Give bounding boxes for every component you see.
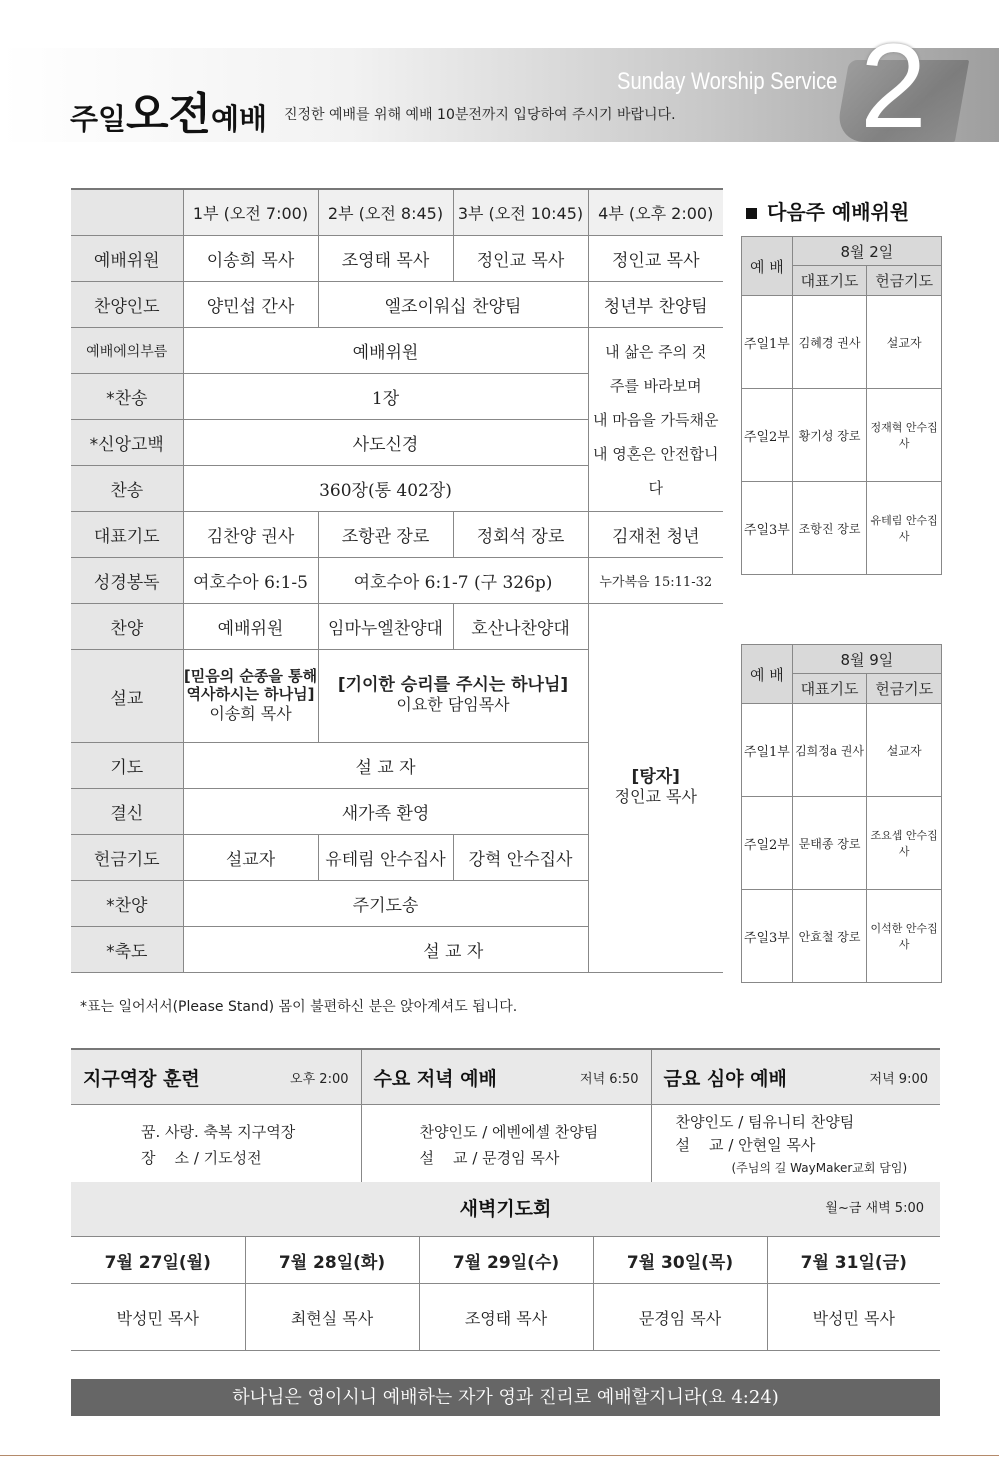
sermon-title: [탕자] (631, 767, 680, 787)
col-offering: 헌금기도 (867, 674, 942, 704)
dawn-preacher: 박성민 목사 (767, 1284, 940, 1351)
fourth-service-sermon (588, 604, 723, 973)
service-name: 주일2부 (742, 389, 793, 482)
service-name: 주일3부 (742, 890, 793, 983)
event-details (651, 1105, 940, 1186)
event-line: 설 교 / 문경임 목사 (419, 1149, 560, 1167)
cell: 360장(통 402장) (183, 466, 588, 512)
song-line: 내 영혼은 안전합니다 (593, 444, 719, 497)
dawn-title: 새벽기도회 (459, 1198, 552, 1220)
cell: 사도신경 (183, 420, 588, 466)
service-name: 주일1부 (742, 296, 793, 389)
row-label: 결신 (71, 789, 183, 835)
prayer-person: 김희정a 권사 (792, 704, 867, 797)
cell: 1장 (183, 374, 588, 420)
title-part-a: 주일 (70, 102, 127, 136)
dawn-time: 월~금 새벽 5:00 (825, 1201, 924, 1216)
col-offering: 헌금기도 (867, 266, 942, 296)
dawn-prayer-table (71, 1182, 940, 1351)
cell: 조영태 목사 (318, 236, 453, 282)
cell: 설 교 자 (183, 927, 723, 973)
square-bullet-icon (746, 208, 757, 219)
event-title: 지구역장 훈련 (71, 1049, 266, 1105)
col-header-2: 2부 (오전 8:45) (318, 189, 453, 236)
page-title (70, 78, 267, 142)
offering-person: 설교자 (867, 704, 942, 797)
title-part-b: 오전 (126, 89, 212, 140)
worship-order-table (71, 188, 723, 973)
dawn-preacher: 최현실 목사 (245, 1284, 419, 1351)
service-label: 예 배 (742, 237, 793, 296)
standing-note: *표는 일어서서(Please Stand) 몸이 불편하신 분은 앉아계셔도 됩니다. (80, 999, 518, 1015)
cell: 임마누엘찬양대 (318, 604, 453, 650)
dawn-date: 7월 31일(금) (767, 1237, 940, 1284)
event-line: 찬양인도 / 팀유니티 찬양팀 (675, 1112, 855, 1131)
sermon-preacher: 정인교 목사 (614, 787, 697, 806)
committee-date: 8월 9일 (792, 645, 941, 674)
event-title: 수요 저녁 예배 (361, 1049, 556, 1105)
dawn-preacher: 문경임 목사 (593, 1284, 767, 1351)
row-label: 기도 (71, 743, 183, 789)
col-prayer: 대표기도 (792, 266, 867, 296)
committee-date: 8월 2일 (792, 237, 941, 266)
event-time: 저녁 6:50 (556, 1049, 651, 1105)
cell: 호산나찬양대 (453, 604, 588, 650)
dawn-date: 7월 30일(목) (593, 1237, 767, 1284)
row-label: *찬송 (71, 374, 183, 420)
sermon-title: [믿음의 순종을 통해 역사하시는 하나님] (183, 667, 318, 703)
offering-person: 이석한 안수집사 (867, 890, 942, 983)
cell (183, 650, 318, 743)
cell: 주기도송 (183, 881, 588, 927)
cell: 유테림 안수집사 (318, 835, 453, 881)
event-details (71, 1105, 361, 1186)
cell: 예배위원 (183, 604, 318, 650)
cell: 엘조이워십 찬양팀 (318, 282, 588, 328)
dawn-date: 7월 29일(수) (419, 1237, 593, 1284)
corner-cell (71, 189, 183, 236)
cell: 조항관 장로 (318, 512, 453, 558)
row-label: 예배위원 (71, 236, 183, 282)
cell: 김찬양 권사 (183, 512, 318, 558)
row-label: 찬양인도 (71, 282, 183, 328)
event-line: 장 소 / 기도성전 (141, 1149, 262, 1167)
dawn-preacher: 조영태 목사 (419, 1284, 593, 1351)
prayer-person: 조항진 장로 (792, 482, 867, 575)
cell: 새가족 환영 (183, 789, 588, 835)
dawn-header (71, 1182, 940, 1237)
service-name: 주일2부 (742, 797, 793, 890)
cell: 설 교 자 (183, 743, 588, 789)
bottom-rule (0, 1455, 999, 1456)
prayer-person: 문태종 장로 (792, 797, 867, 890)
song-line: 주를 바라보며 (609, 376, 702, 395)
fourth-service-song (588, 328, 723, 512)
weekly-events-table (71, 1048, 940, 1186)
cell: 이송희 목사 (183, 236, 318, 282)
cell: 정회석 장로 (453, 512, 588, 558)
cell: 누가복음 15:11-32 (588, 558, 723, 604)
col-header-1: 1부 (오전 7:00) (183, 189, 318, 236)
dawn-preacher: 박성민 목사 (71, 1284, 245, 1351)
col-prayer: 대표기도 (792, 674, 867, 704)
row-label: 설교 (71, 650, 183, 743)
cell: 김재천 청년 (588, 512, 723, 558)
sermon-preacher: 이송희 목사 (209, 704, 292, 723)
song-line: 내 삶은 주의 것 (605, 342, 707, 361)
cell: 정인교 목사 (453, 236, 588, 282)
row-label: *축도 (71, 927, 183, 973)
cell: 양민섭 간사 (183, 282, 318, 328)
col-header-3: 3부 (오전 10:45) (453, 189, 588, 236)
row-label: 헌금기도 (71, 835, 183, 881)
dawn-date: 7월 28일(화) (245, 1237, 419, 1284)
prayer-person: 안효철 장로 (792, 890, 867, 983)
cell: 여호수아 6:1-5 (183, 558, 318, 604)
row-label: 성경봉독 (71, 558, 183, 604)
event-title: 금요 심야 예배 (651, 1049, 846, 1105)
offering-person: 조요셉 안수집사 (867, 797, 942, 890)
side-heading (746, 196, 909, 225)
prayer-person: 김혜경 권사 (792, 296, 867, 389)
committee-table-2 (741, 644, 942, 983)
event-time: 저녁 9:00 (846, 1049, 940, 1105)
event-line: 꿈. 사랑. 축복 지구역장 (141, 1123, 296, 1141)
cell: 강혁 안수집사 (453, 835, 588, 881)
row-label: *찬양 (71, 881, 183, 927)
cell: 청년부 찬양팀 (588, 282, 723, 328)
committee-table-1 (741, 236, 942, 575)
service-label: 예 배 (742, 645, 793, 704)
row-label: 예배에의부름 (71, 328, 183, 374)
service-name: 주일3부 (742, 482, 793, 575)
event-line: 설 교 / 안현일 목사 (675, 1135, 816, 1154)
cell: 예배위원 (183, 328, 588, 374)
sermon-preacher: 이요한 담임목사 (396, 695, 510, 714)
cell: 설교자 (183, 835, 318, 881)
row-label: 찬양 (71, 604, 183, 650)
offering-person: 정재혁 안수집사 (867, 389, 942, 482)
offering-person: 설교자 (867, 296, 942, 389)
cell: 여호수아 6:1-7 (구 326p) (318, 558, 588, 604)
cell: 정인교 목사 (588, 236, 723, 282)
title-part-c: 예배 (211, 102, 268, 136)
side-heading-text: 다음주 예배위원 (767, 200, 910, 224)
english-title: Sunday Worship Service (617, 68, 838, 95)
event-line: 찬양인도 / 에벤에셀 찬양팀 (419, 1123, 599, 1141)
dawn-date: 7월 27일(월) (71, 1237, 245, 1284)
song-line: 내 마음을 가득채운 (593, 410, 719, 429)
event-line: (주님의 길 WayMaker교회 담임) (731, 1160, 908, 1175)
event-details (361, 1105, 651, 1186)
row-label: 대표기도 (71, 512, 183, 558)
row-label: 찬송 (71, 466, 183, 512)
cell (318, 650, 588, 743)
col-header-4: 4부 (오후 2:00) (588, 189, 723, 236)
sermon-title: [기이한 승리를 주시는 하나님] (337, 675, 569, 695)
event-time: 오후 2:00 (266, 1049, 361, 1105)
prayer-person: 황기성 장로 (792, 389, 867, 482)
page-number: 2 (860, 19, 927, 153)
service-name: 주일1부 (742, 704, 793, 797)
offering-person: 유테림 안수집사 (867, 482, 942, 575)
page-subtitle: 진정한 예배를 위해 예배 10분전까지 입당하여 주시기 바랍니다. (284, 107, 676, 123)
row-label: *신앙고백 (71, 420, 183, 466)
scripture-footer: 하나님은 영이시니 예배하는 자가 영과 진리로 예배할지니라(요 4:24) (71, 1379, 940, 1416)
